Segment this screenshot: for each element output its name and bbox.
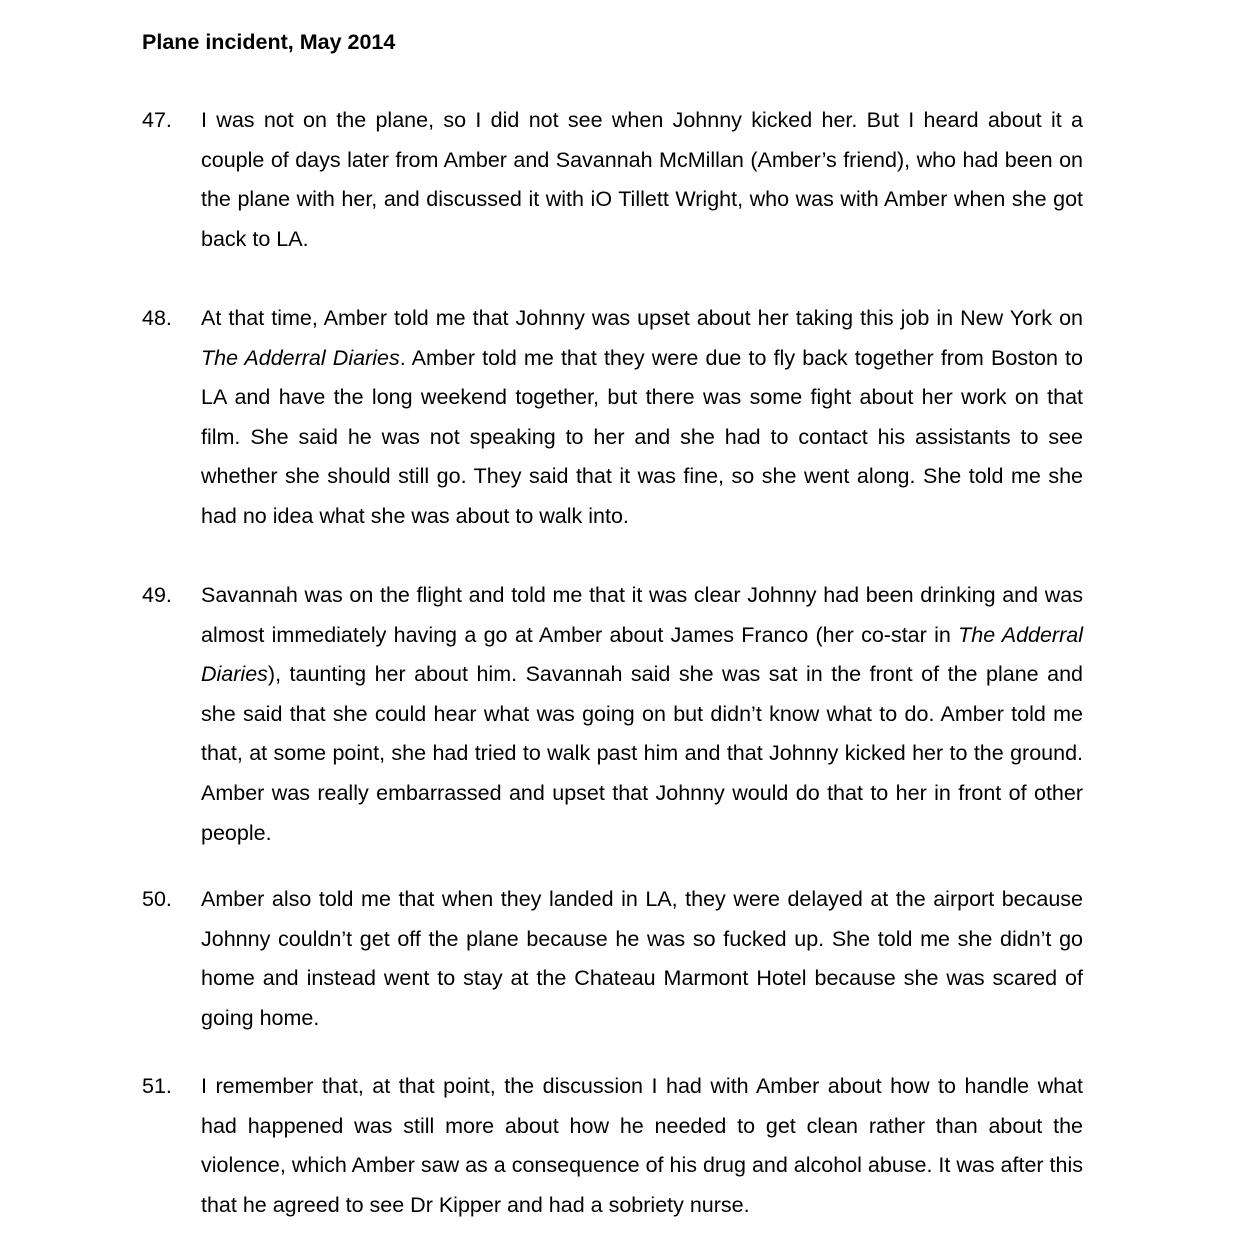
paragraph-text	[201, 1067, 1083, 1225]
paragraph-number: 47.	[142, 108, 172, 132]
paragraph-text	[201, 576, 1083, 853]
paragraph-text-part: Savannah was on the flight and told me that it was clear Johnny had been drinking and was almost immediately having a go at Amber about James Franco (her co-star in	[201, 583, 1083, 647]
paragraph-text-part: I was not on the plane, so I did not see when Johnny kicked her. But I heard about it a couple of days later from Amber and Savannah McMillan (Amber’s friend), who had been on the plane with her, and discussed it with iO Tillett Wright, who was with Amber when she got back to LA.	[201, 108, 1083, 251]
paragraph-text-part: . Amber told me that they were due to fly back together from Boston to LA and have the long weekend together, but there was some fight about her work on that film. She said he was not speaking to her and she had to contact his assistants to see whether she should still go. They said that it was fine, so she went along. She told me she had no idea what she was about to walk into.	[201, 345, 1083, 528]
paragraph-text-part: I remember that, at that point, the discussion I had with Amber about how to handle what had happened was still more about how he needed to get clean rather than about the violence, which Amber saw as a consequence of his drug and alcohol abuse. It was after this that he agreed to see Dr Kipper and had a sobriety nurse.	[201, 1074, 1084, 1217]
film-title-italic: The Adderral Diaries	[201, 622, 1083, 687]
film-title-italic: The Adderral Diaries	[201, 345, 400, 370]
paragraph-50	[142, 880, 1083, 1038]
paragraph-number: 49.	[142, 583, 172, 607]
paragraph-number: 51.	[142, 1074, 172, 1098]
paragraph-text	[201, 299, 1083, 537]
paragraph-48	[142, 299, 1083, 537]
paragraph-text-part: Amber also told me that when they landed in LA, they were delayed at the airport because Johnny couldn’t get off the plane because he was so fucked up. She told me she didn’t go home and instead went to stay at the Chateau Marmont Hotel because she was scared of going home.	[201, 887, 1083, 1030]
paragraph-text-part: At that time, Amber told me that Johnny was upset about her taking this job in New York on	[201, 306, 1083, 330]
paragraph-47	[142, 101, 1083, 259]
paragraph-49	[142, 576, 1083, 853]
paragraph-text	[201, 101, 1083, 259]
paragraph-text	[201, 880, 1083, 1038]
paragraph-text-part: ), taunting her about him. Savannah said she was sat in the front of the plane and she said that she could hear what was going on but didn’t know what to do. Amber told me that, at some point, she had tried to walk past him and that Johnny kicked her to the ground. Amber was really embarrassed and upset that Johnny would do that to her in front of other people.	[201, 662, 1083, 845]
section-heading: Plane incident, May 2014	[142, 30, 396, 54]
paragraph-number: 48.	[142, 306, 172, 330]
paragraph-51	[142, 1067, 1083, 1225]
paragraph-number: 50.	[142, 887, 172, 911]
